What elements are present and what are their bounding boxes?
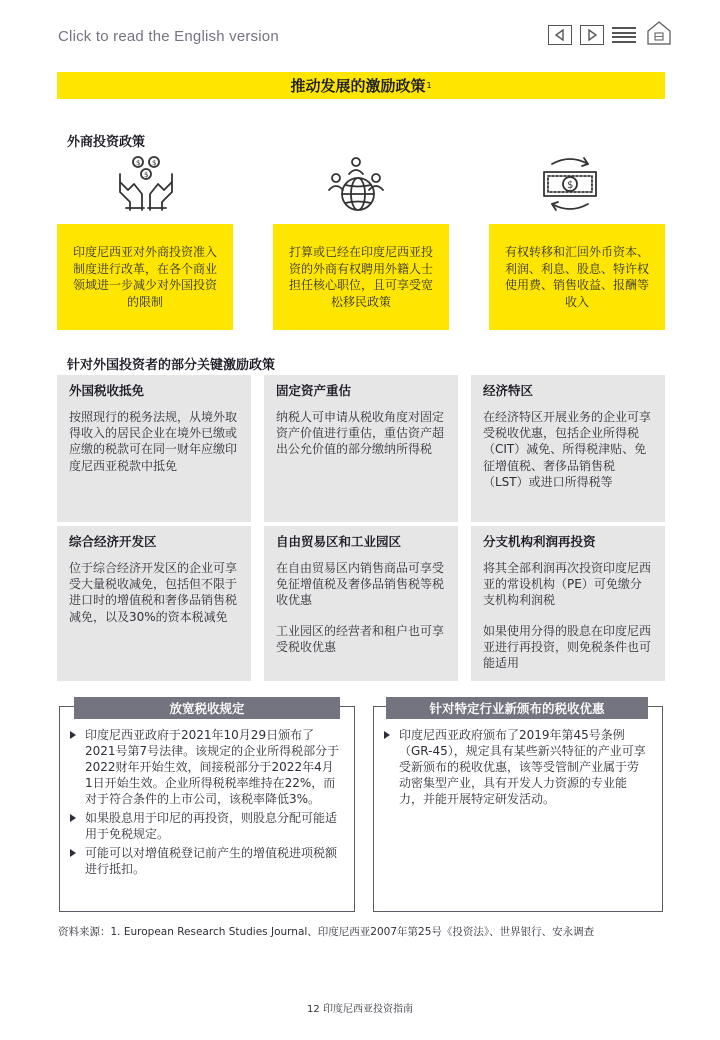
list-item: 可能可以对增值税登记前产生的增值税进项税额进行抵扣。 — [68, 845, 340, 877]
card-body: 将其全部利润再次投资印度尼西亚的常设机构（PE）可免缴分支机构利润税 — [483, 561, 652, 608]
fdi-card-text: 有权转移和汇回外币资本、利润、利息、股息、特许权使用费、销售收益、报酬等收入 — [504, 245, 649, 309]
card-body: 按照现行的税务法规，从境外取得收入的居民企业在境外已缴或应缴的税款可在同一财年应缴印度尼西亚税款中抵免 — [69, 410, 238, 473]
title-footnote: 1 — [426, 81, 432, 90]
svg-text:$: $ — [144, 171, 149, 179]
list-item: 如果股息用于印尼的再投资，则股息分配可能适用于免税规定。 — [68, 810, 340, 842]
card-title: 经济特区 — [483, 383, 534, 398]
page-title — [57, 72, 665, 99]
incentive-card-branch-reinvestment — [471, 526, 665, 681]
new-industry-tax-heading: 针对特定行业新颁布的税收优惠 — [386, 697, 648, 719]
card-body: 位于综合经济开发区的企业可享受大量税收减免，包括但不限于进口时的增值税和奢侈品销售税减免，以及30%的资本税减免 — [69, 561, 238, 624]
page-navigation — [548, 24, 672, 46]
relaxed-tax-list — [68, 727, 340, 880]
svg-text:$: $ — [567, 180, 574, 191]
english-version-link[interactable]: Click to read the English version — [58, 28, 279, 45]
card-body: 在自由贸易区内销售商品可享受免征增值税及奢侈品销售税等税收优惠 — [276, 561, 445, 608]
hands-coins-icon — [114, 152, 178, 216]
list-item: 印度尼西亚政府颁布了2019年第45号条例（GR-45），规定具有某些新兴特征的产业可享受新颁布的税收优惠，该等受管制产业属于劳动密集型产业，具有开发人力资源的专业能力，并能开展特定研发活动。 — [382, 727, 650, 807]
fdi-card-2 — [273, 224, 449, 330]
fdi-card-text: 打算或已经在印度尼西亚投资的外商有权聘用外籍人士担任核心职位，且可享受宽松移民政策 — [288, 245, 433, 309]
prev-page-icon[interactable] — [548, 25, 572, 45]
page-footer: 12 印度尼西亚投资指南 — [307, 1004, 413, 1015]
fdi-card-1 — [57, 224, 233, 330]
card-body: 在经济特区开展业务的企业可享受税收优惠，包括企业所得税（CIT）减免、所得税津贴、免征增值税、奢侈品销售税（LST）或进口所得税等 — [483, 410, 652, 489]
menu-icon[interactable] — [612, 25, 636, 45]
next-page-icon[interactable] — [580, 25, 604, 45]
svg-text:$: $ — [152, 159, 157, 167]
card-body: 工业园区的经营者和租户也可享受税收优惠 — [276, 623, 445, 654]
fdi-heading: 外商投资政策 — [67, 135, 146, 150]
people-globe-icon — [324, 152, 388, 216]
card-title: 外国税收抵免 — [69, 383, 145, 398]
list-item: 印度尼西亚政府于2021年10月29日颁布了 2021号第7号法律。该规定的企业所得税部分于2022财年开始生效，间接税部分于2022年4月1日开始生效。企业所得税税率维持在22%，而对于符合条件的上市公司，该税率降低3%。 — [68, 727, 340, 807]
key-incentives-heading: 针对外国投资者的部分关键激励政策 — [67, 358, 276, 373]
incentive-card-ftz — [264, 526, 458, 681]
incentive-card-sez — [471, 375, 665, 522]
incentive-card-integrated-zone — [57, 526, 251, 681]
fdi-card-text: 印度尼西亚对外商投资准入制度进行改革，在各个商业领域进一步减少对外国投资的限制 — [72, 245, 217, 309]
relaxed-tax-heading: 放宽税收规定 — [74, 697, 340, 719]
source-note: 资料来源：1. European Research Studies Journal、印度尼西亚2007年第25号《投资法》、世界银行、安永调查 — [58, 926, 595, 938]
incentive-card-foreign-tax-credit — [57, 375, 251, 522]
page-title-text: 推动发展的激励政策 — [290, 77, 426, 95]
card-title: 固定资产重估 — [276, 383, 352, 398]
incentive-card-asset-revaluation — [264, 375, 458, 522]
svg-text:$: $ — [136, 159, 141, 167]
card-title: 自由贸易区和工业园区 — [276, 534, 402, 549]
new-industry-tax-list — [382, 727, 650, 810]
fdi-card-3 — [489, 224, 665, 330]
home-icon[interactable] — [646, 20, 672, 46]
card-body: 纳税人可申请从税收角度对固定资产价值进行重估，重估资产超出公允价值的部分缴纳所得税 — [276, 410, 445, 457]
card-body: 如果使用分得的股息在印度尼西亚进行再投资，则免税条件也可能适用 — [483, 623, 652, 671]
card-title: 分支机构利润再投资 — [483, 534, 596, 549]
card-title: 综合经济开发区 — [69, 534, 157, 549]
money-exchange-icon — [538, 152, 602, 216]
